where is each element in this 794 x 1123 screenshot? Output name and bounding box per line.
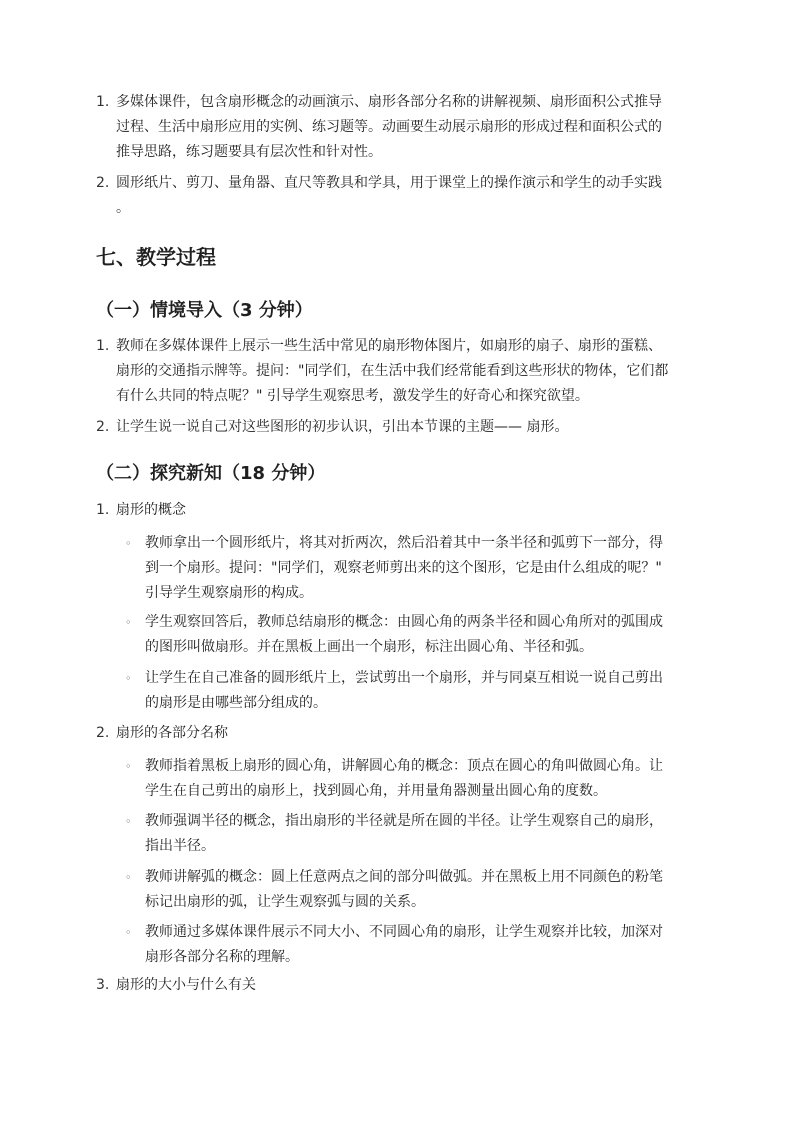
list-item: 教师在多媒体课件上展示一些生活中常见的扇形物体图片，如扇形的扇子、扇形的蛋糕、 扇形的交通指示牌等。提问："同学们，在生活中我们经常能看到这些形状的物体，它们都 有什么共同的特点呢？" 引导学生观察思考，激发学生的好奇心和探究欲望。 <box>116 338 669 404</box>
bullet: ◦ <box>125 926 132 939</box>
list-number: 1. <box>96 502 110 518</box>
bullet: ◦ <box>125 537 132 550</box>
list-number: 1. <box>96 94 110 110</box>
list-item: 让学生在自己准备的圆形纸片上，尝试剪出一个扇形，并与同桌互相说一说自己剪出 的扇形是由哪些部分组成的。 <box>145 670 663 711</box>
list-item-heading: 扇形的各部分名称 <box>116 725 228 741</box>
subsection-heading: （一）情境导入（3 分钟） <box>96 300 313 321</box>
bullet: ◦ <box>125 815 132 828</box>
list-number: 3. <box>96 977 110 993</box>
subsection-heading: （二）探究新知（18 分钟） <box>96 463 326 484</box>
section-heading: 七、教学过程 <box>96 245 216 269</box>
list-number: 1. <box>96 338 110 354</box>
list-item-heading: 扇形的大小与什么有关 <box>116 977 256 993</box>
list-item: 多媒体课件，包含扇形概念的动画演示、扇形各部分名称的讲解视频、扇形面积公式推导 过程、生活中扇形应用的实例、练习题等。动画要生动展示扇形的形成过程和面积公式的 推导思路，练习题要具有层次性和针对性。 <box>116 94 662 160</box>
bullet: ◦ <box>125 760 132 773</box>
bullet: ◦ <box>125 871 132 884</box>
list-item: 教师讲解弧的概念：圆上任意两点之间的部分叫做弧。并在黑板上用不同颜色的粉笔 标记出扇形的弧，让学生观察弧与圆的关系。 <box>145 869 663 910</box>
list-item: 教师通过多媒体课件展示不同大小、不同圆心角的扇形，让学生观察并比较，加深对 扇形各部分名称的理解。 <box>145 924 663 965</box>
list-item: 教师拿出一个圆形纸片，将其对折两次，然后沿着其中一条半径和弧剪下一部分，得 到一个扇形。提问："同学们，观察老师剪出来的这个图形，它是由什么组成的呢？" 引导学生观察扇形的构成。 <box>145 535 663 601</box>
list-item: 学生观察回答后，教师总结扇形的概念：由圆心角的两条半径和圆心角所对的弧围成 的图形叫做扇形。并在黑板上画出一个扇形，标注出圆心角、半径和弧。 <box>145 614 663 655</box>
list-number: 2. <box>96 419 110 435</box>
bullet: ◦ <box>125 672 132 685</box>
list-item: 教师强调半径的概念，指出扇形的半径就是所在圆的半径。让学生观察自己的扇形， 指出半径。 <box>145 813 663 854</box>
bullet: ◦ <box>125 616 132 629</box>
list-number: 2. <box>96 725 110 741</box>
list-number: 2. <box>96 175 110 191</box>
list-item: 圆形纸片、剪刀、量角器、直尺等教具和学具，用于课堂上的操作演示和学生的动手实践 。 <box>116 175 662 216</box>
list-item-heading: 扇形的概念 <box>116 502 186 518</box>
list-item: 让学生说一说自己对这些图形的初步认识，引出本节课的主题—— 扇形。 <box>116 419 569 435</box>
list-item: 教师指着黑板上扇形的圆心角，讲解圆心角的概念：顶点在圆心的角叫做圆心角。让 学生在自己剪出的扇形上，找到圆心角，并用量角器测量出圆心角的度数。 <box>145 758 663 799</box>
